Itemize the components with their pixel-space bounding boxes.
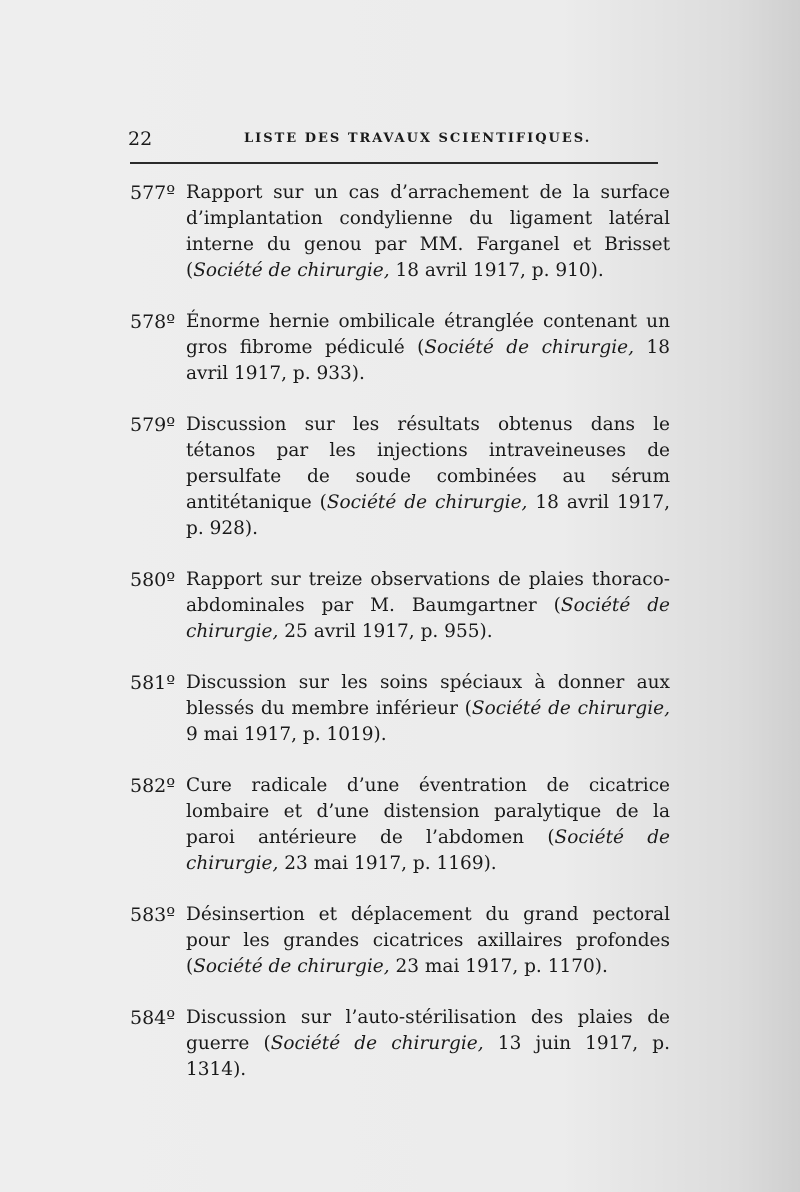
entry-text: Désinsertion et déplacement du grand pectoral pour les grandes cicatrices axillaires profondes (Société de chirurgie, 23 mai 1917, p. 1170). [186,904,670,977]
entry-source: Société de chirurgie, [326,492,528,513]
entry-text: Énorme hernie ombilicale étranglée contenant un gros fibrome pédiculé (Société de chirurgie, 18 avril 1917, p. 933). [186,311,671,384]
entry-text: Rapport sur treize observations de plaies thoraco-abdominales par M. Baumgartner (Société de chirurgie, 25 avril 1917, p. 955). [186,569,670,642]
entry-source: Société de chirurgie, [471,698,670,719]
entry-source: Société de chirurgie, [186,595,670,642]
list-item [130,567,670,645]
entry-number: 582º [130,775,176,797]
entry-number: 581º [130,672,176,694]
list-item [130,902,670,980]
page-number: 22 [128,128,153,150]
entry-source: Société de chirurgie, [186,827,670,874]
entry-number: 577º [130,182,176,204]
entry-number: 580º [130,569,176,591]
entry-source: Société de chirurgie, [193,956,390,977]
publication-list [130,180,670,1108]
entry-number: 583º [130,904,176,926]
entry-source: Société de chirurgie, [193,260,390,281]
entry-text: Discussion sur l’auto-stérilisation des plaies de guerre (Société de chirurgie, 13 juin 1917, p. 1314). [186,1007,670,1080]
list-item [130,670,670,748]
entry-text: Discussion sur les soins spéciaux à donner aux blessés du membre inférieur (Société de chirurgie, 9 mai 1917, p. 1019). [186,672,670,745]
list-item [130,773,670,877]
entry-text: Cure radicale d’une éventration de cicatrice lombaire et d’une distension paralytique de la paroi antérieure de l’abdomen (Société de chirurgie, 23 mai 1917, p. 1169). [186,775,670,874]
entry-source: Société de chirurgie, [424,337,634,358]
page-header [128,128,658,154]
entry-number: 584º [130,1007,176,1029]
entry-number: 579º [130,414,176,436]
entry-number: 578º [130,311,176,333]
list-item [130,309,670,387]
list-item [130,412,670,542]
entry-text: Discussion sur les résultats obtenus dans le tétanos par les injections intraveineuses de persulfate de soude combinées au sérum antitétanique (Société de chirurgie, 18 avril 1917, p. 928). [186,414,670,539]
header-rule [130,162,658,164]
running-title: LISTE DES TRAVAUX SCIENTIFIQUES. [244,131,592,146]
list-item [130,180,670,284]
list-item [130,1005,670,1083]
entry-text: Rapport sur un cas d’arrachement de la surface d’implantation condylienne du ligament latéral interne du genou par MM. Farganel et Brisset (Société de chirurgie, 18 avril 1917, p. 910). [186,182,670,281]
entry-source: Société de chirurgie, [270,1033,484,1054]
